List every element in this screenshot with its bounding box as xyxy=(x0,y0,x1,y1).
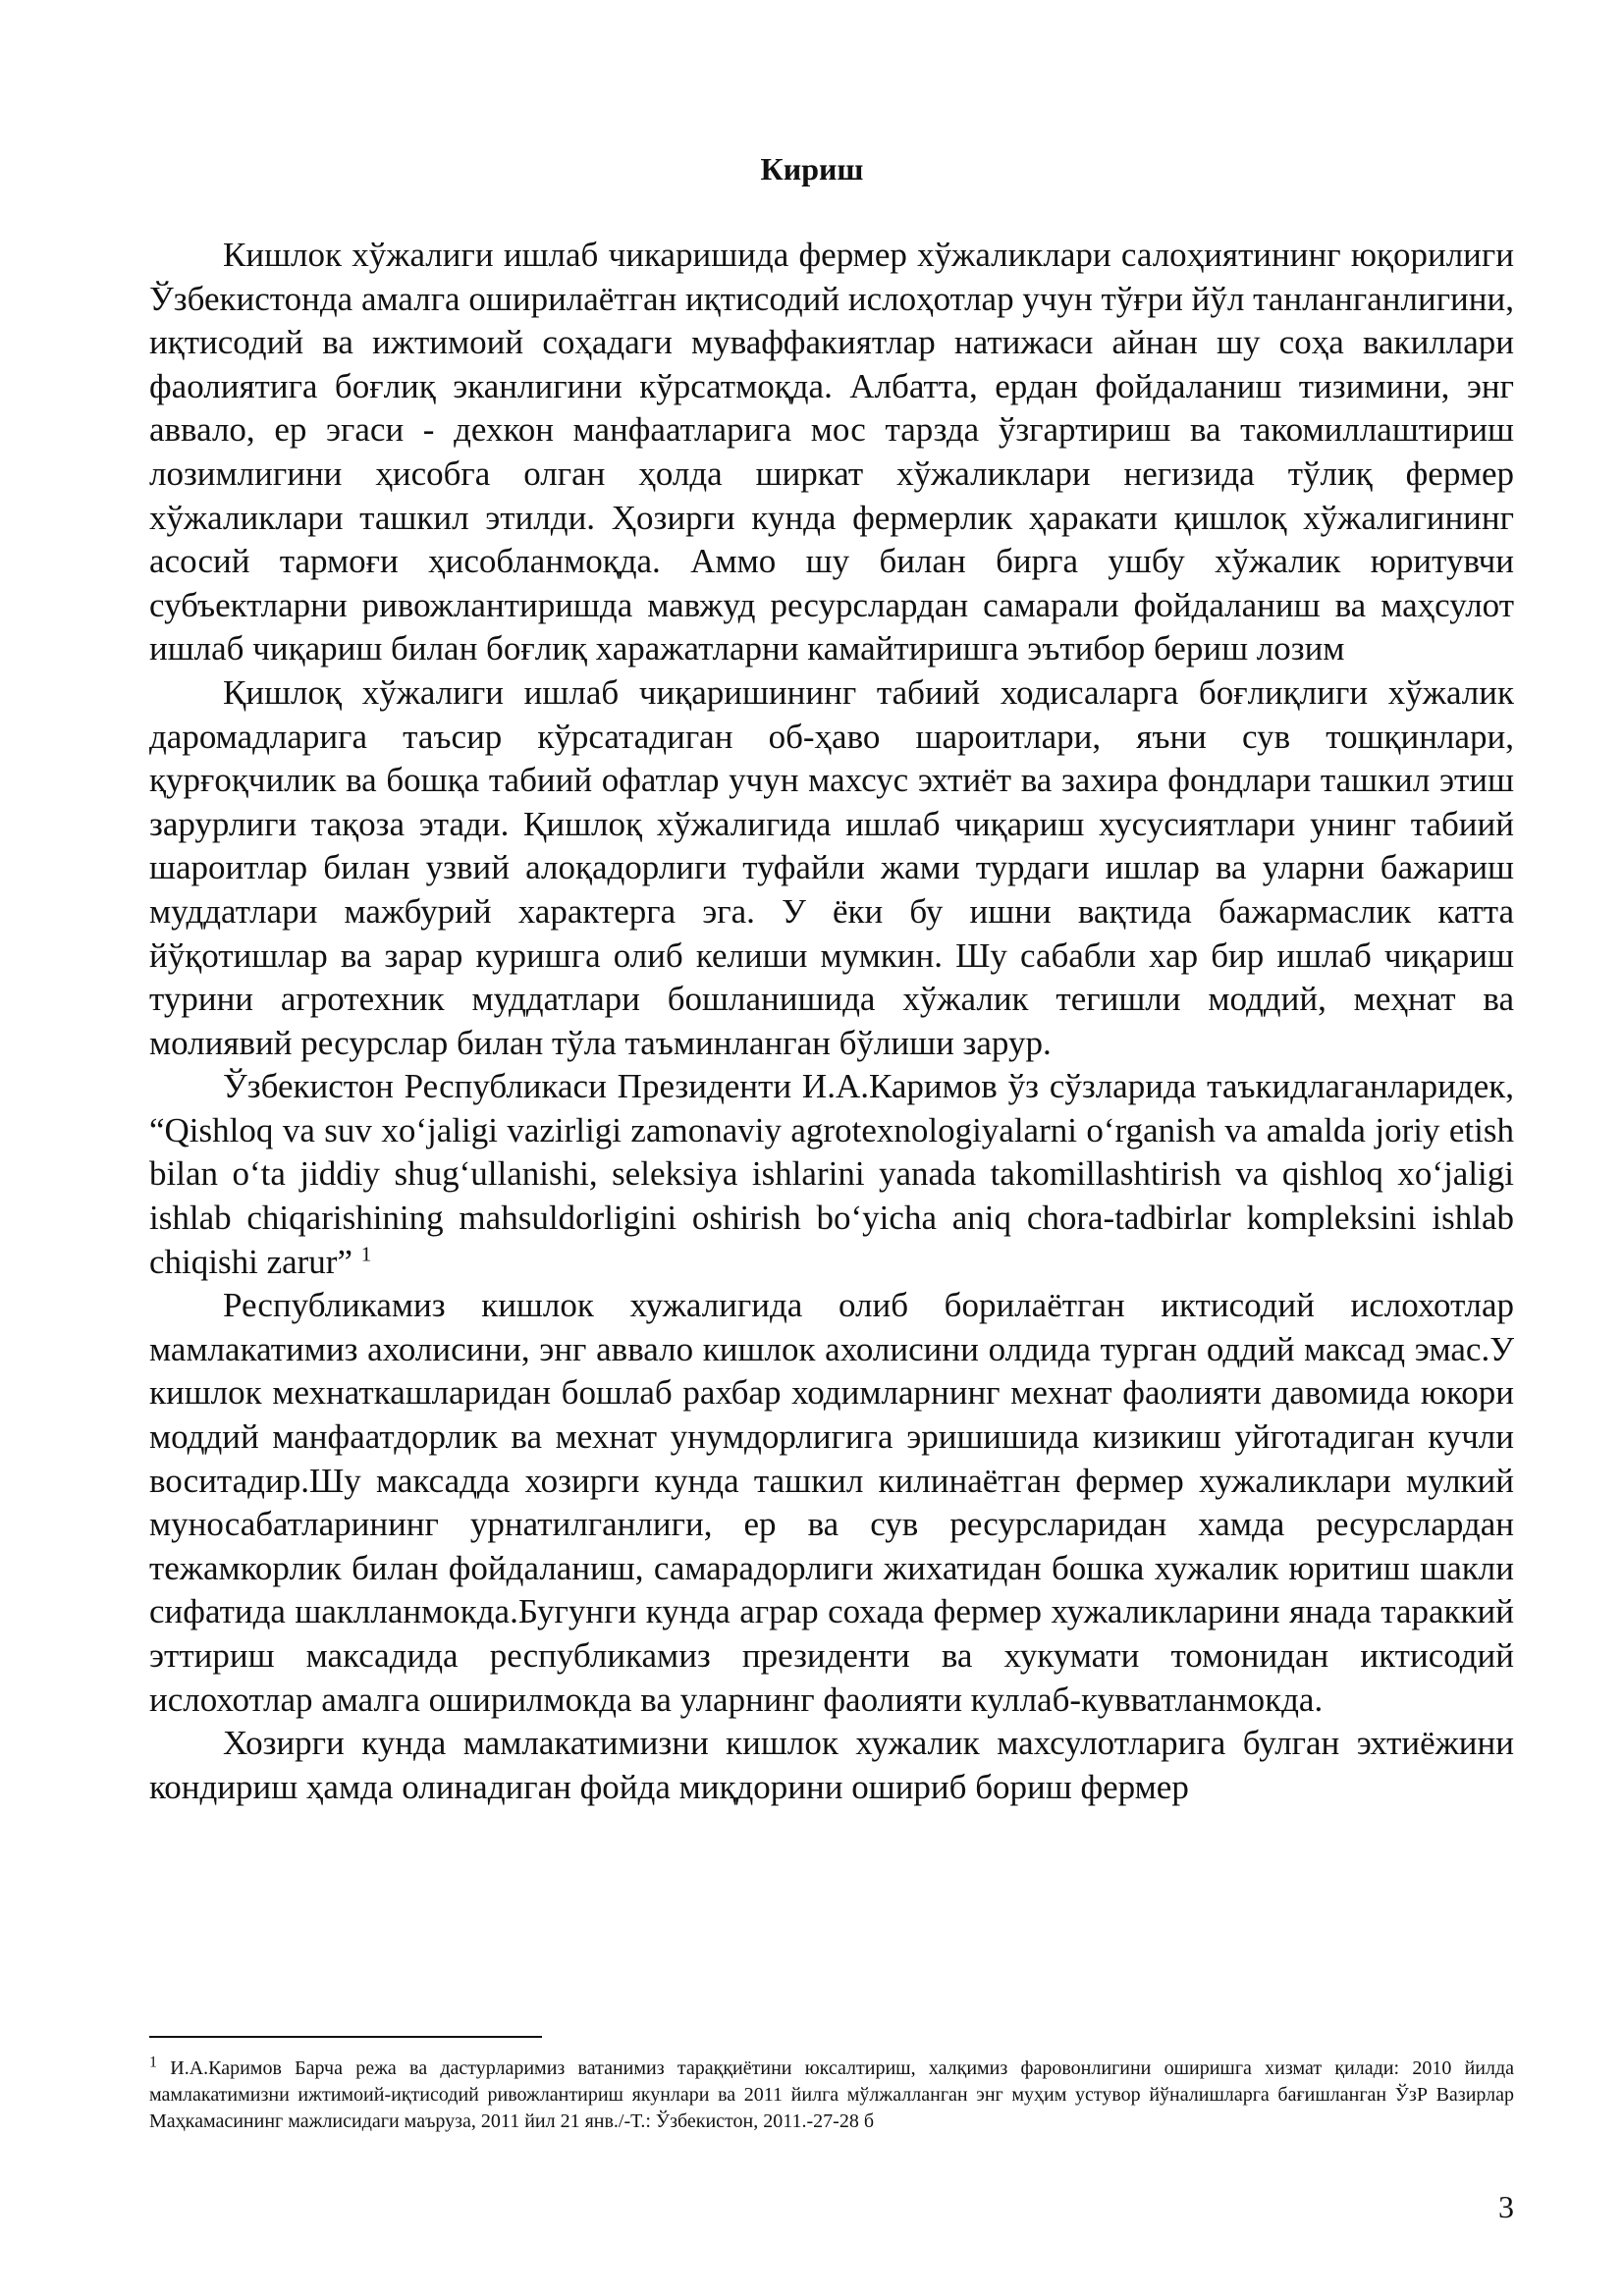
paragraph-4: Республикамиз кишлок хужалигида олиб борилаётган иктисодий ислохотлар мамлакатимиз ахолисини, энг аввало кишлок ахолисини олдида турган оддий максад эмас.У кишлок мехнаткашларидан бошлаб рахбар ходимларнинг мехнат фаолияти давомида юкори моддий манфаатдорлик ва мехнат унумдорлигига эришишида кизикиш уйготадиган кучли воситадир.Шу максадда хозирги кунда ташкил килинаётган фермер хужаликлари мулкий муносабатларининг урнатилганлиги, ер ва сув ресурсларидан хамда ресурслардан тежамкорлик билан фойдаланиш, самарадорлиги жихатидан бошка хужалик юритиш шакли сифатида шаклланмокда.Бугунги кунда аграр сохада фермер хужаликларини янада тараккий эттириш максадида республикамиз президенти ва хукумати томонидан иктисодий ислохотлар амалга оширилмокда ва уларнинг фаолияти куллаб-кувватланмокда. xyxy=(149,1286,1514,1719)
footnote xyxy=(149,2056,1514,2135)
paragraph-5: Хозирги кунда мамлакатимизни кишлок хужалик махсулотларига булган эхтиёжини кондириш ҳамда олинадиган фойда миқдорини ошириб бориш фермер xyxy=(149,1724,1514,1806)
paragraph-1: Кишлок хўжалиги ишлаб чикаришида фермер хўжаликлари салоҳиятининг юқорилиги Ўзбекистонда амалга оширилаётган иқтисодий ислоҳотлар учун тўғри йўл танланганлигини, иқтисодий ва ижтимоий соҳадаги муваффакиятлар натижаси айнан шу соҳа вакиллари фаолиятига боғлиқ эканлигини кўрсатмоқда. Албатта, ердан фойдаланиш тизимини, энг аввало, ер эгаси - дехкон манфаатларига мос тарзда ўзгартириш ва такомиллаштириш лозимлигини ҳисобга олган ҳолда ширкат хўжаликлари негизида тўлиқ фермер хўжаликлари ташкил этилди. Ҳозирги кунда фермерлик ҳаракати қишлоқ хўжалигининг асосий тармоғи ҳисобланмоқда. Аммо шу билан бирга ушбу хўжалик юритувчи субъектларни ривожлантиришда мавжуд ресурслардан самарали фойдаланиш ва маҳсулот ишлаб чиқариш билан боғлиқ харажатларни камайтиришга эътибор бериш лозим xyxy=(149,236,1514,668)
footnote-text: И.А.Каримов Барча режа ва дастурларимиз ватанимиз тараққиётини юксалтириш, халқимиз фаровонлигини оширишга хизмат қилади: 2010 йилда мамлакатимизни ижтимоий-иқтисодий ривожлантириш якунлари ва 2011 йилга мўлжалланган энг муҳим устувор йўналишларга бағишланган ЎзР Вазирлар Маҳкамасининг мажлисидаги маъруза, 2011 йил 21 янв./-Т.: Ўзбекистон, 2011.-27-28 б xyxy=(149,2057,1515,2132)
paragraph-2: Қишлоқ хўжалиги ишлаб чиқаришининг табиий ходисаларга боғлиқлиги хўжалик даромадларига таъсир кўрсатадиган об-ҳаво шароитлари, яъни сув тошқинлари, қурғоқчилик ва бошқа табиий офатлар учун махсус эхтиёт ва захира фондлари ташкил этиш зарурлиги тақоза этади. Қишлоқ хўжалигида ишлаб чиқариш хусусиятлари унинг табиий шароитлар билан узвий алоқадорлиги туфайли жами турдаги ишлар ва уларни бажариш муддатлари мажбурий характерга эга. У ёки бу ишни вақтида бажармаслик катта йўқотишлар ва зарар куришга олиб келиши мумкин. Шу сабабли хар бир ишлаб чиқариш турини агротехник муддатлари бошланишида хўжалик тегишли моддий, меҳнат ва молиявий ресурслар билан тўла таъминланган бўлиши зарур. xyxy=(149,672,1514,1062)
page-number: 3 xyxy=(1498,2189,1514,2224)
footnote-reference[interactable]: 1 xyxy=(360,1242,372,1265)
footnote-number: 1 xyxy=(149,2054,157,2071)
paragraph-3 xyxy=(149,1065,1514,1284)
page-title: Кириш xyxy=(760,151,864,187)
body-text xyxy=(149,234,1514,1809)
paragraph-3-text: Ўзбекистон Республикаси Президенти И.А.Каримов ўз сўзларида таъкидлаганларидек, “Qishloq va suv xoʻjaligi vazirligi zamonaviy agrotexnologiyalarni oʻrganish va amalda joriy etish bilan oʻta jiddiy shugʻullanishi, seleksiya ishlarini yanada takomillashtirish va qishloq xoʻjaligi ishlab chiqarishining mahsuldorligini oshirish boʻyicha aniq chora-tadbirlar kompleksini ishlab chiqishi zarur” xyxy=(149,1067,1514,1281)
footnote-divider xyxy=(149,2036,542,2038)
